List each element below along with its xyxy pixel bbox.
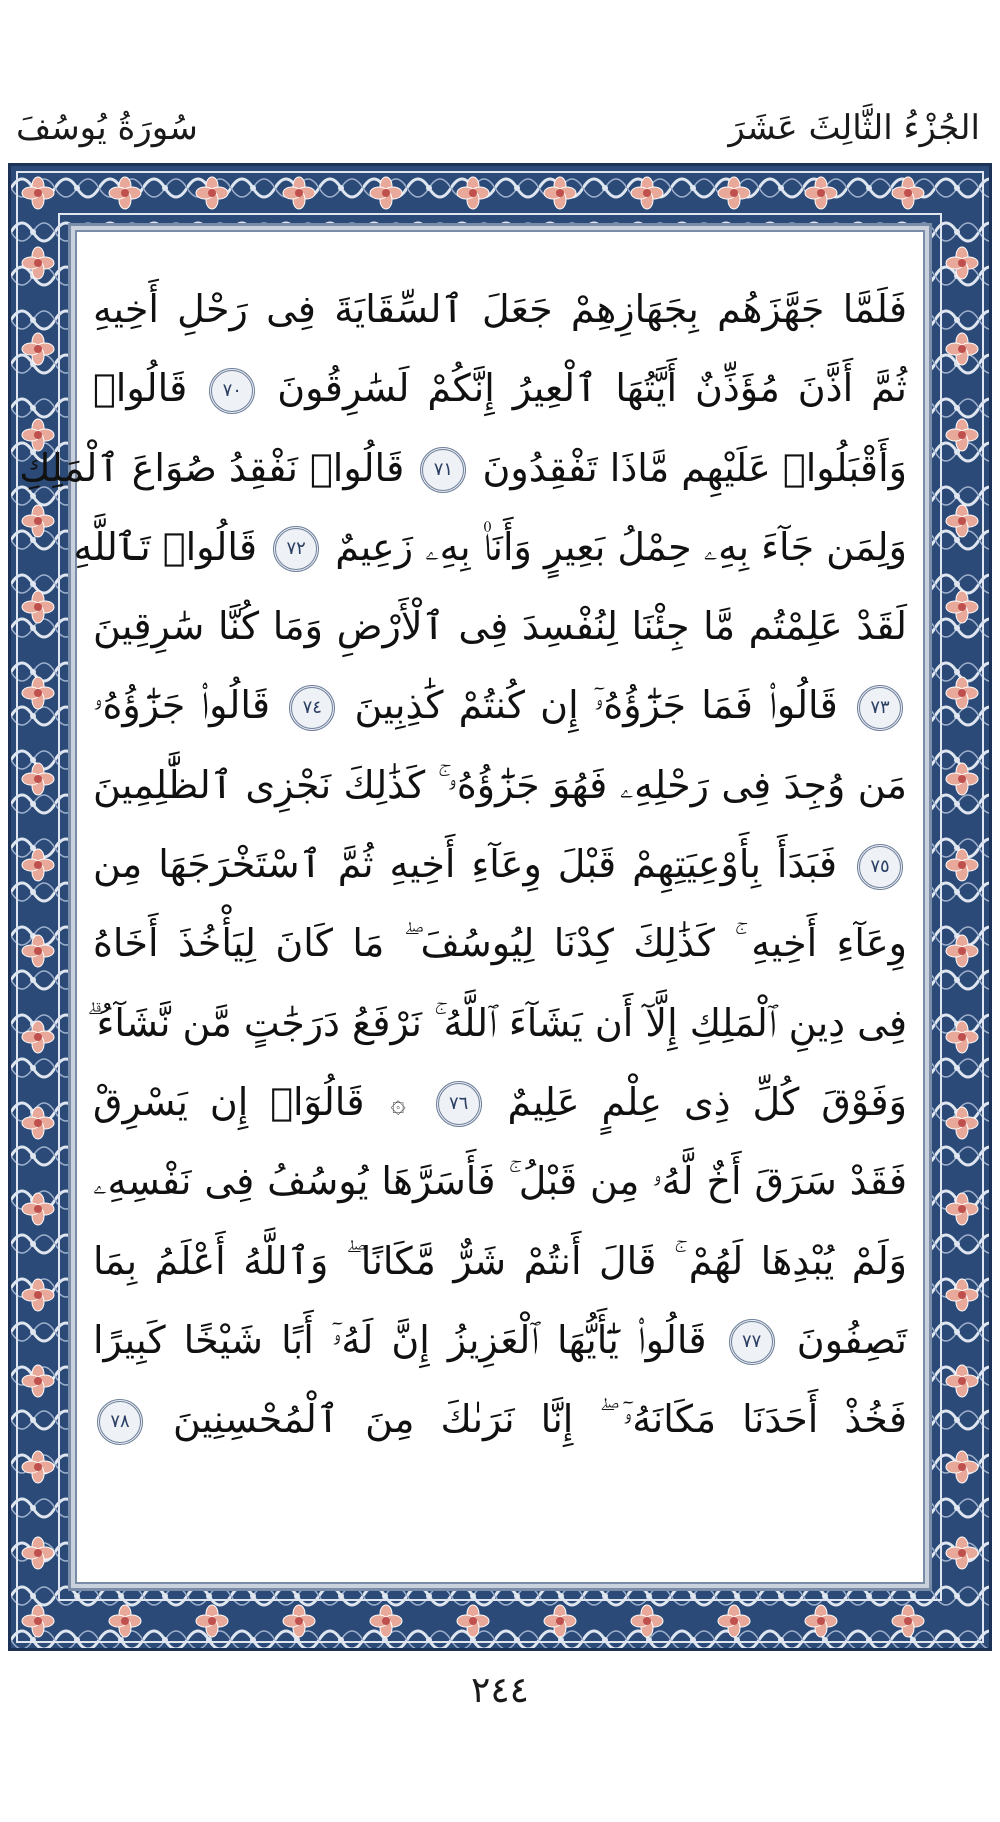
- hizb-marker-icon: ۞: [390, 1088, 406, 1119]
- verse-text: وَأَقْبَلُوا۟ عَلَيْهِم مَّاذَا تَفْقِدُونَ: [482, 445, 907, 490]
- verse-line: [93, 1063, 907, 1142]
- verse-text: قَالُوا۟ فَمَا جَزَٰٓؤُهُۥٓ إِن كُنتُمْ كَٰذِبِينَ: [354, 683, 838, 728]
- verse-text: قَالُوا۟ جَزَٰٓؤُهُۥ: [93, 683, 271, 728]
- juz-title: الجُزْءُ الثَّالِثَ عَشَرَ: [728, 108, 980, 148]
- ayah-number-marker: ٧٥: [857, 844, 903, 890]
- surah-title: سُورَةُ يُوسُفَ: [16, 108, 198, 148]
- ayah-number-marker: ٧٦: [436, 1081, 482, 1127]
- verse-line: [73, 508, 907, 587]
- ayah-number-marker: ٧٨: [97, 1399, 143, 1445]
- ayah-number-marker: ٧٧: [729, 1319, 775, 1365]
- verse-line: [93, 1301, 907, 1380]
- verse-line: [93, 1380, 907, 1459]
- verse-line: [93, 587, 907, 666]
- verse-text: قَالُوا۟ يَٰٓأَيُّهَا ٱلْعَزِيزُ إِنَّ لَهُۥٓ أَبًا شَيْخًا كَبِيرًا: [93, 1317, 707, 1362]
- ayah-number-marker: ٧٠: [209, 368, 255, 414]
- verse-line: [93, 349, 907, 428]
- verse-text: وَفَوْقَ كُلِّ ذِى عِلْمٍ عَلِيمٌ: [507, 1079, 907, 1124]
- verse-line: [87, 984, 907, 1063]
- verse-line: [19, 429, 907, 508]
- ayah-number-marker: ٧١: [420, 447, 466, 493]
- verse-text: فَبَدَأَ بِأَوْعِيَتِهِمْ قَبْلَ وِعَآءِ أَخِيهِ ثُمَّ ٱسْتَخْرَجَهَا مِن: [93, 842, 838, 887]
- verse-text: تَصِفُونَ: [796, 1317, 907, 1362]
- verse-text: وَلِمَن جَآءَ بِهِۦ حِمْلُ بَعِيرٍ وَأَنَا۠ بِهِۦ زَعِيمٌ: [335, 524, 907, 569]
- verse-text: قَالُوا۟ نَفْقِدُ صُوَاعَ ٱلْمَلِكِ: [19, 445, 405, 490]
- verse-line: [93, 904, 907, 983]
- ayah-number-marker: ٧٢: [273, 526, 319, 572]
- verse-line: [93, 270, 907, 349]
- verse-line: [93, 1222, 907, 1301]
- verse-text: مَن وُجِدَ فِى رَحْلِهِۦ فَهُوَ جَزَٰٓؤُهُۥ ۚ كَذَٰلِكَ نَجْزِى ٱلظَّٰلِمِينَ: [93, 762, 907, 807]
- ayah-number-marker: ٧٣: [857, 685, 903, 731]
- ayah-number-marker: ٧٤: [289, 685, 335, 731]
- verse-text: فَقَدْ سَرَقَ أَخٌ لَّهُۥ مِن قَبْلُ ۚ فَأَسَرَّهَا يُوسُفُ فِى نَفْسِهِۦ: [93, 1159, 907, 1204]
- verse-text: فَلَمَّا جَهَّزَهُم بِجَهَازِهِمْ جَعَلَ ٱلسِّقَايَةَ فِى رَحْلِ أَخِيهِ: [93, 287, 907, 331]
- verse-text: قَالُوا۟: [93, 366, 188, 411]
- verse-text: ثُمَّ أَذَّنَ مُؤَذِّنٌ أَيَّتُهَا ٱلْعِيرُ إِنَّكُمْ لَسَٰرِقُونَ: [277, 366, 907, 411]
- verse-line: [93, 746, 907, 825]
- verse-line: [93, 825, 907, 904]
- page-header: [0, 0, 1000, 160]
- verse-text: قَالُوا۟ تَٱللَّهِ: [73, 524, 258, 569]
- verse-text: فَخُذْ أَحَدَنَا مَكَانَهُۥٓ ۖ إِنَّا نَرَىٰكَ مِنَ ٱلْمُحْسِنِينَ: [173, 1397, 907, 1442]
- verse-text: وِعَآءِ أَخِيهِ ۚ كَذَٰلِكَ كِدْنَا لِيُوسُفَ ۖ مَا كَانَ لِيَأْخُذَ أَخَاهُ: [93, 921, 907, 966]
- ornamental-frame: [8, 163, 992, 1651]
- verse-text: لَقَدْ عَلِمْتُم مَّا جِئْنَا لِنُفْسِدَ فِى ٱلْأَرْضِ وَمَا كُنَّا سَٰرِقِينَ: [93, 604, 907, 649]
- verse-line: [93, 1142, 907, 1221]
- text-panel: [19, 226, 929, 1588]
- verse-line: [93, 666, 907, 745]
- verse-lines: [19, 270, 907, 1459]
- verse-text: قَالُوٓا۟ إِن يَسْرِقْ: [93, 1079, 365, 1124]
- page-number: ٢٤٤: [470, 1670, 529, 1711]
- verse-text: فِى دِينِ ٱلْمَلِكِ إِلَّآ أَن يَشَآءَ ٱللَّهُ ۚ نَرْفَعُ دَرَجَٰتٍ مَّن نَّشَآءُ ۗ: [87, 1000, 907, 1045]
- verse-text: وَلَمْ يُبْدِهَا لَهُمْ ۚ قَالَ أَنتُمْ شَرٌّ مَّكَانًا ۖ وَٱللَّهُ أَعْلَمُ بِمَا: [93, 1238, 907, 1283]
